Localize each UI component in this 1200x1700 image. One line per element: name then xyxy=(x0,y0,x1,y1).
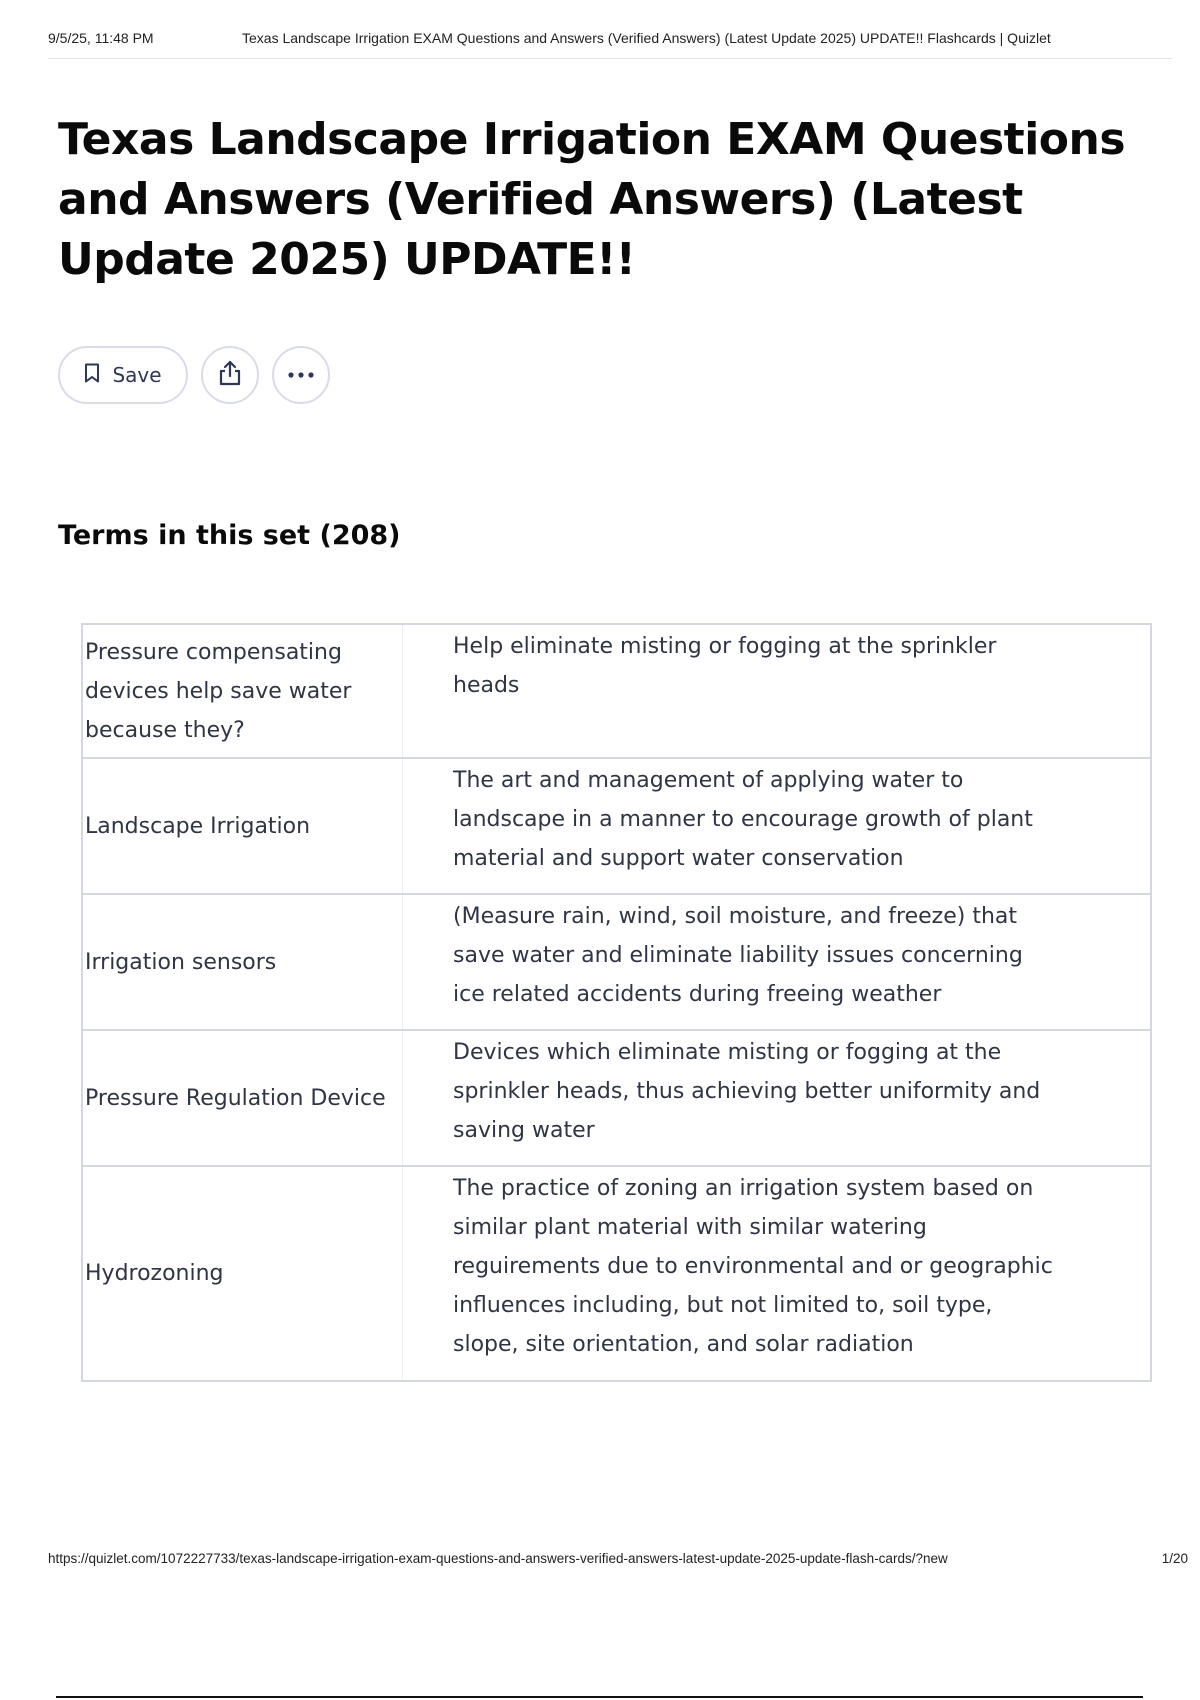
definition-text: The practice of zoning an irrigation system based on similar plant material with similar watering reguirements due to environmental and or geographic influences including, but not limited to, soil type, slope, site orientation, and solar radiation xyxy=(453,1176,1053,1357)
definition-text: The art and management of applying water to landscape in a manner to encourage growth of plant material and support water conservation xyxy=(453,768,1033,871)
share-icon xyxy=(217,359,243,392)
term-text: Hydrozoning xyxy=(83,1167,403,1380)
bookmark-icon xyxy=(84,363,100,388)
print-datetime: 9/5/25, 11:48 PM xyxy=(48,30,154,46)
definition-text: (Measure rain, wind, soil moisture, and freeze) that save water and eliminate liability issues concerning ice related accidents during freeing weather xyxy=(453,904,1023,1007)
term-card[interactable] xyxy=(81,623,1152,759)
print-page-number: 1/20 xyxy=(1161,1551,1188,1566)
term-card[interactable] xyxy=(81,759,1152,895)
term-text: Irrigation sensors xyxy=(83,895,403,1029)
term-card[interactable] xyxy=(81,1031,1152,1167)
page-bottom-divider xyxy=(56,1696,1143,1698)
definition-text: Devices which eliminate misting or fogging at the sprinkler heads, thus achieving better uniformity and saving water xyxy=(453,1040,1041,1143)
term-text: Pressure compensating devices help save water because they? xyxy=(83,625,403,757)
page-title: Texas Landscape Irrigation EXAM Questions and Answers (Verified Answers) (Latest Update 2025) UPDATE!! xyxy=(58,114,1126,285)
save-button[interactable] xyxy=(58,346,188,404)
definition-text: Help eliminate misting or fogging at the sprinkler heads xyxy=(453,634,997,698)
more-icon xyxy=(287,366,315,384)
terms-heading: Terms in this set (208) xyxy=(58,520,401,551)
terms-list xyxy=(81,623,1152,1382)
share-button[interactable] xyxy=(201,346,259,404)
more-options-button[interactable] xyxy=(272,346,330,404)
print-doc-title: Texas Landscape Irrigation EXAM Questions and Answers (Verified Answers) (Latest Update 2025) UPDATE!! Flashcards | Quizlet xyxy=(242,30,1051,46)
term-text: Landscape Irrigation xyxy=(83,759,403,893)
action-bar xyxy=(58,346,330,404)
term-card[interactable] xyxy=(81,1167,1152,1382)
save-label: Save xyxy=(112,363,162,387)
term-card[interactable] xyxy=(81,895,1152,1031)
term-text: Pressure Regulation Device xyxy=(83,1031,403,1165)
print-header xyxy=(48,30,1172,59)
print-url: https://quizlet.com/1072227733/texas-landscape-irrigation-exam-questions-and-answers-verified-answers-latest-update-2025-update-flash-cards/?new xyxy=(48,1551,948,1566)
